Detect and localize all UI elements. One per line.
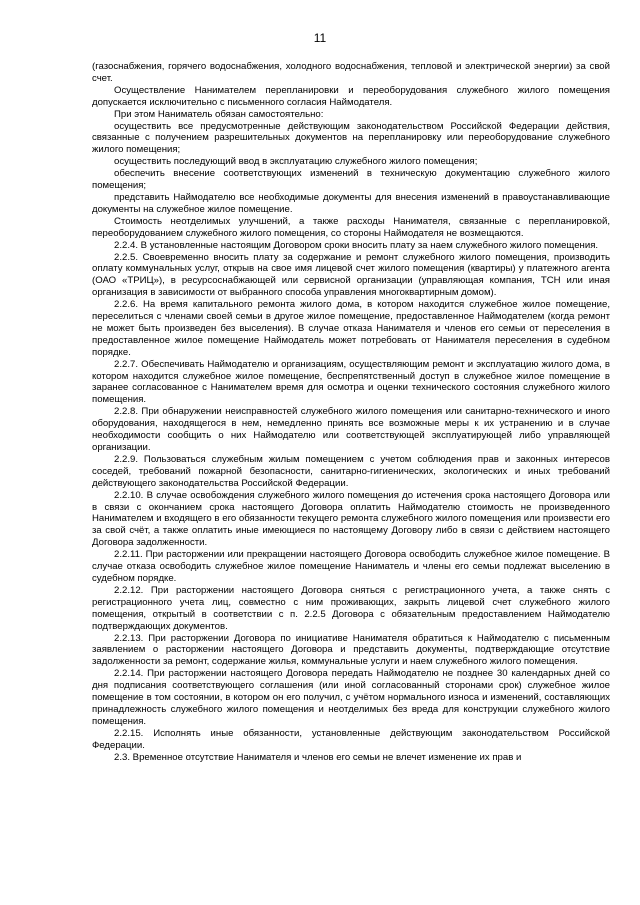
paragraph: Стоимость неотделимых улучшений, а также расходы Нанимателя, связанные с перепланировкой, переоборудованием служебного жилого помещения, со стороны Наймодателя не возмещаются. xyxy=(92,215,610,239)
clause-2-2-8: 2.2.8. При обнаружении неисправностей служебного жилого помещения или санитарно-технического и иного оборудования, находящегося в нем, немедленно принять все возможные меры к их устранению и в случае необходимости сообщить о них Наймодателю или соответствующей эксплуатирующей либо управляющей организации. xyxy=(92,406,610,453)
paragraph: Осуществление Нанимателем перепланировки и переоборудования служебного жилого помещения допускается исключительно с письменного согласия Наймодателя. xyxy=(92,84,610,108)
clause-2-2-15: 2.2.15. Исполнять иные обязанности, установленные действующим законодательством Российской Федерации. xyxy=(92,727,610,751)
paragraph: осуществить последующий ввод в эксплуатацию служебного жилого помещения; xyxy=(114,156,478,168)
paragraph: обеспечить внесение соответствующих изменений в техническую документацию служебного жилого помещения; xyxy=(92,168,610,192)
document-body xyxy=(92,61,610,763)
clause-2-2-11: 2.2.11. При расторжении или прекращении настоящего Договора освободить служебное жилое помещение. В случае отказа освободить служебное жилое помещение Наниматель и члены его семьи подлежат выселению в судебном порядке. xyxy=(92,549,610,584)
clause-2-2-9: 2.2.9. Пользоваться служебным жилым помещением с учетом соблюдения прав и законных интересов соседей, требований пожарной безопасности, санитарно-гигиенических, экологических и иных требований действующего законодательства Российской Федерации. xyxy=(92,453,610,489)
clause-2-2-14: 2.2.14. При расторжении настоящего Договора передать Наймодателю не позднее 30 календарных дней со дня подписания соответствующего соглашения (или иной согласованный сторонами срок) служебное жилое помещение в том состоянии, в котором он его получил, с учётом нормального износа и изменений, составляющих принадлежность служебного жилого помещения и неотделимых без вреда для конструкции служебного жилого помещения. xyxy=(92,668,610,727)
paragraph: (газоснабжения, горячего водоснабжения, холодного водоснабжения, тепловой и электрической энергии) за свой счет. xyxy=(92,61,610,84)
paragraph: При этом Наниматель обязан самостоятельно: xyxy=(114,108,324,120)
paragraph: представить Наймодателю все необходимые документы для внесения изменений в правоустанавливающие документы на служебное жилое помещение. xyxy=(92,191,610,215)
paragraph: осуществить все предусмотренные действующим законодательством Российской Федерации действия, связанные с получением разрешительных документов на перепланировку или переоборудование служебного жилого помещения; xyxy=(92,120,610,156)
clause-2-2-6: 2.2.6. На время капитального ремонта жилого дома, в котором находится служебное жилое помещение, переселиться с членами своей семьи в другое жилое помещение, предоставленное Наймодателем (когда ремонт не может быть произведен без выселения). В случае отказа Нанимателя и членов его семьи от переселения в предоставленное жилое помещение Наймодатель может потребовать от Нанимателя переселения в судебном порядке. xyxy=(92,299,610,358)
clause-2-2-10: 2.2.10. В случае освобождения служебного жилого помещения до истечения срока настоящего Договора или в связи с окончанием срока настоящего Договора оплатить Наймодателю стоимость не произведенного Нанимателем и входящего в его обязанности текущего ремонта служебного жилого помещения или произвести его за свой счёт, а также оплатить иные имеющиеся по настоящему Договору либо в связи с действием настоящего Договора задолженности. xyxy=(92,489,610,549)
clause-2-2-12: 2.2.12. При расторжении настоящего Договора сняться с регистрационного учета, а также снять с регистрационного учета лиц, совместно с ним проживающих, закрыть лицевой счет служебного жилого помещения, открытый в соответствии с п. 2.2.5 Договора с обязательным предоставлением Наймодателю подтверждающих документов. xyxy=(92,584,610,632)
clause-2-2-13: 2.2.13. При расторжении Договора по инициативе Нанимателя обратиться к Наймодателю с письменным заявлением о расторжении настоящего Договора и представить документы, подтверждающие отсутствие задолженности за ремонт, содержание жилья, коммунальные услуги и наем служебного жилого помещения. xyxy=(92,632,610,668)
page-number: 11 xyxy=(313,31,327,45)
clause-2-2-5: 2.2.5. Своевременно вносить плату за содержание и ремонт служебного жилого помещения, производить оплату коммунальных услуг, открыв на свое имя лицевой счет жилого помещения (квартиры) у платежного агента (ОАО «ТРИЦ»), в ресурсоснабжающей или сервисной организации (управляющая компания, ТСН или иная организация в зависимости от выбранного способа управления многоквартирным домом). xyxy=(92,251,610,299)
clause-2-3: 2.3. Временное отсутствие Нанимателя и членов его семьи не влечет изменение их прав и xyxy=(114,751,522,763)
clause-2-2-7: 2.2.7. Обеспечивать Наймодателю и организациям, осуществляющим ремонт и эксплуатацию жилого дома, в котором находится служебное жилое помещение, беспрепятственный доступ в служебное жилое помещение в заранее согласованное с Нанимателем время для осмотра и оценки технического состояния служебного жилого помещения. xyxy=(92,358,610,406)
clause-2-2-4: 2.2.4. В установленные настоящим Договором сроки вносить плату за наем служебного жилого помещения. xyxy=(114,239,599,251)
